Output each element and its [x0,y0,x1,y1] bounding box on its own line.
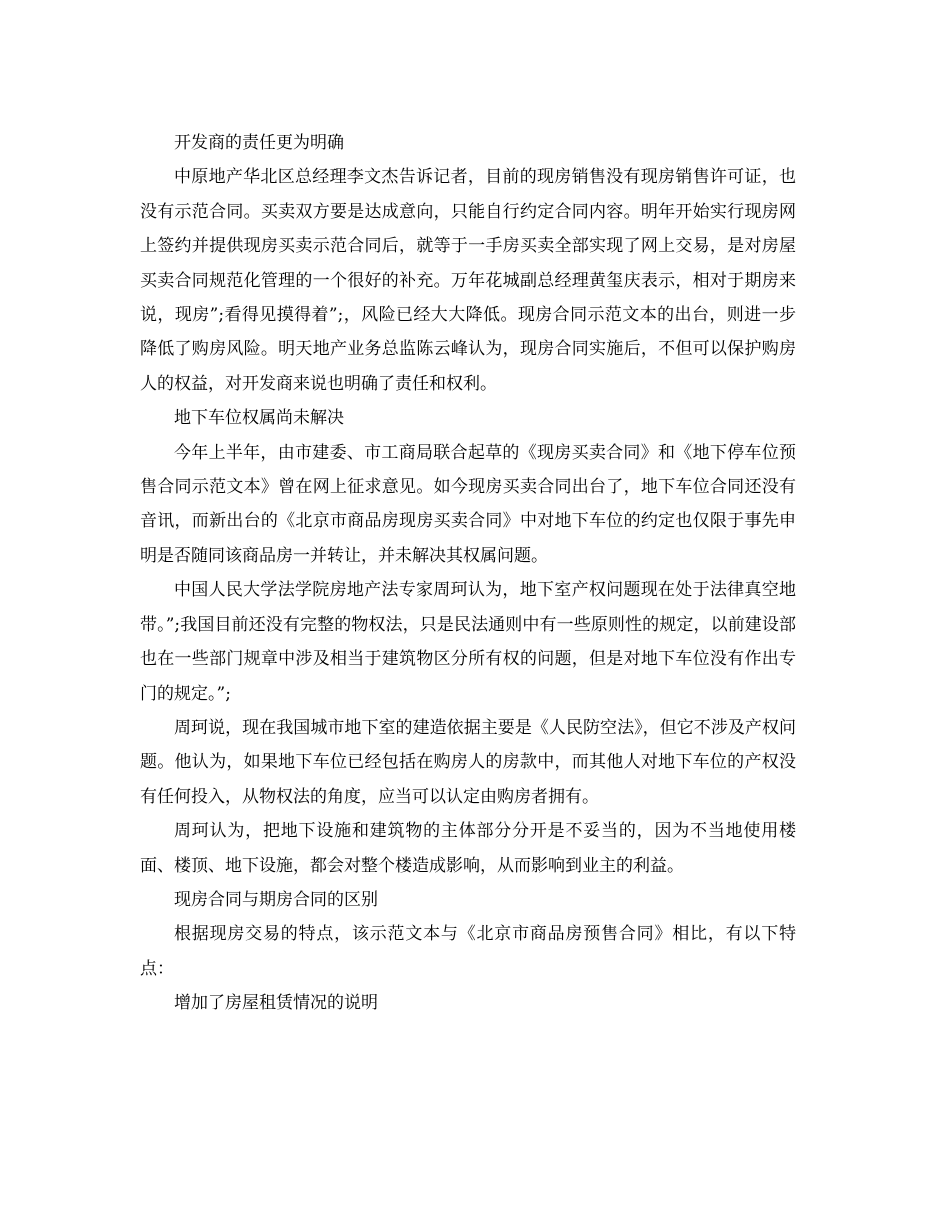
body-paragraph: 周珂认为，把地下设施和建筑物的主体部分分开是不妥当的，因为不当地使用楼面、楼顶、地下设施，都会对整个楼造成影响，从而影响到业主的利益。 [140,821,796,876]
list-item-rental-description: 增加了房屋租赁情况的说明 [174,993,378,1014]
body-paragraph: 中原地产华北区总经理李文杰告诉记者，目前的现房销售没有现房销售许可证，也没有示范合同。买卖双方要是达成意向，只能自行约定合同内容。明年开始实行现房网上签约并提供现房买卖示范合同后，就等于一手房买卖全部实现了网上交易，是对房屋买卖合同规范化管理的一个很好的补充。万年花城副总经理黄玺庆表示，相对于期房来说，现房”;看得见摸得着”;，风险已经大大降低。现房合同示范文本的出台，则进一步降低了购房风险。明天地产业务总监陈云峰认为，现房合同实施后，不但可以保护购房人的权益，对开发商来说也明确了责任和权利。 [140,167,796,394]
body-paragraph: 中国人民大学法学院房地产法专家周珂认为，地下室产权问题现在处于法律真空地带。”;我国目前还没有完整的物权法，只是民法通则中有一些原则性的规定，以前建设部也在一些部门规章中涉及相当于建筑物区分所有权的问题，但是对地下车位没有作出专门的规定。”; [140,580,796,704]
body-paragraph: 今年上半年，由市建委、市工商局联合起草的《现房买卖合同》和《地下停车位预售合同示范文本》曾在网上征求意见。如今现房买卖合同出台了，地下车位合同还没有音讯，而新出台的《北京市商品房现房买卖合同》中对地下车位的约定也仅限于事先申明是否随同该商品房一并转让，并未解决其权属问题。 [140,442,796,566]
section-heading-parking-ownership: 地下车位权属尚未解决 [174,408,344,429]
body-paragraph: 根据现房交易的特点，该示范文本与《北京市商品房预售合同》相比，有以下特点： [140,924,796,979]
section-heading-contract-differences: 现房合同与期房合同的区别 [174,889,378,910]
section-heading-developer-responsibility: 开发商的责任更为明确 [174,133,344,153]
body-paragraph: 周珂说，现在我国城市地下室的建造依据主要是《人民防空法》，但它不涉及产权问题。他认为，如果地下车位已经包括在购房人的房款中，而其他人对地下车位的产权没有任何投入，从物权法的角度，应当可以认定由购房者拥有。 [140,717,796,807]
document-page [140,126,796,1021]
